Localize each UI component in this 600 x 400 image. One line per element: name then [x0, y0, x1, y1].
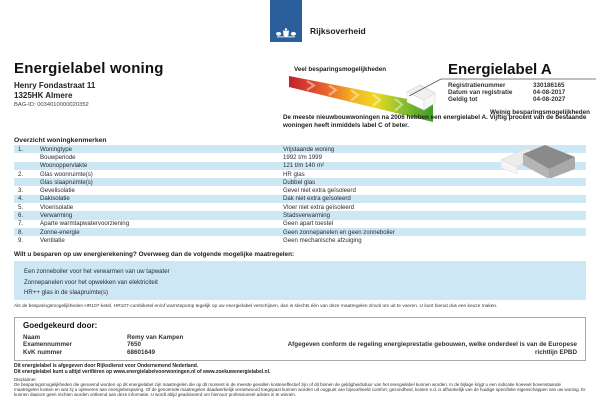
row-label: Verwarming	[40, 212, 73, 220]
row-value: 1992 t/m 1999	[283, 153, 322, 161]
row-number: 5.	[18, 203, 24, 211]
row-value: Stadsverwarming	[283, 212, 331, 220]
row-number: 3.	[18, 187, 24, 195]
approval-heading: Goedgekeurd door:	[23, 321, 98, 330]
row-number: 6.	[18, 212, 24, 220]
issued-by-line: Dit energielabel is afgegeven door Rijksdienst voor Ondernemend Nederland.	[14, 363, 199, 369]
row-label: Gevelisolatie	[40, 187, 75, 195]
conform-note: Afgegeven conform de regeling energieprestatie gebouwen, welke onderdeel is van de Europese richtlijn EPBD	[287, 341, 577, 356]
row-number: 4.	[18, 195, 24, 203]
row-number: 1.	[18, 145, 24, 153]
rijksoverheid-crest-icon	[275, 27, 297, 39]
row-value: Vloer niet extra geïsoleerd	[283, 203, 355, 211]
savings-item: HR++ glas in de slaapruimte(s)	[24, 289, 108, 296]
row-value: Dak niet extra geïsoleerd	[283, 195, 351, 203]
rijksoverheid-logo-ribbon	[270, 0, 302, 42]
scale-bottom-label: Weinig besparingsmogelijkheden	[490, 109, 590, 116]
row-number: 2.	[18, 170, 24, 178]
table-row	[14, 195, 586, 203]
row-value: Gevel niet extra geïsoleerd	[283, 187, 356, 195]
table-row	[14, 211, 586, 219]
row-value: Geen zonnepanelen en geen zonneboiler	[283, 228, 395, 236]
field-label: KvK nummer	[23, 348, 63, 356]
savings-item: Een zonneboiler voor het verwarmen van uw tapwater	[24, 268, 170, 275]
approval-box	[14, 317, 586, 361]
logo-wordmark: Rijksoverheid	[310, 26, 366, 36]
page-title: Energielabel woning	[14, 60, 164, 77]
field-label: Datum van registratie	[448, 89, 513, 97]
scale-top-label: Veel besparingsmogelijkheden	[294, 66, 387, 73]
field-label: Geldig tot	[448, 96, 478, 104]
field-label: Naam	[23, 334, 41, 341]
savings-note: Als de besparingsmogelijkheden HR107-ketel, HR107-combiketel en/of warmtepomp tegelijk op uw energielabel verschijnen, dan is slechts één van deze maatregelen zinvol om uit te voeren. U kunt hieruit dus een keuze maken.	[14, 304, 498, 309]
row-label: Ventilatie	[40, 236, 65, 244]
registration-field-row	[448, 96, 596, 103]
row-value: Geen apart toestel	[283, 220, 334, 228]
row-label: Glas slaapruimte(s)	[40, 178, 93, 186]
field-value: 04-08-2017	[533, 89, 566, 97]
table-row	[14, 220, 586, 228]
row-label: Zonne-energie	[40, 228, 80, 236]
row-value: Dubbel glas	[283, 178, 316, 186]
detached-house-icon	[497, 138, 581, 178]
row-value: Geen mechanische afzuiging	[283, 236, 362, 244]
row-label: Vloerisolatie	[40, 203, 74, 211]
bag-id: BAG-ID: 0034010000020352	[14, 102, 89, 108]
label-note: De meeste nieuwbouwwoningen na 2006 hebben een energielabel A. Vijftig procent van de bestaande woningen heeft inmiddels label C of beter.	[283, 114, 587, 129]
row-number: 9.	[18, 236, 24, 244]
energy-label-grade: Energielabel A	[448, 61, 552, 78]
row-value: HR glas	[283, 170, 305, 178]
field-value: 7650	[127, 341, 142, 349]
field-value: 04-08-2027	[533, 96, 566, 104]
table-row	[14, 236, 586, 244]
field-label: Examennummer	[23, 341, 72, 349]
address-street: Henry Fondastraat 11	[14, 81, 96, 90]
verify-line: Dit energielabel kunt u altijd verifiëren op www.energielabelvoorwoningen.nl of www.zoekuwenergielabel.nl.	[14, 369, 271, 375]
field-value: 330186165	[533, 82, 565, 89]
row-value: Vrijstaande woning	[283, 145, 335, 153]
row-number: 8.	[18, 228, 24, 236]
row-value: 121 t/m 140 m²	[283, 162, 324, 170]
approval-field-row	[23, 341, 263, 348]
field-label: Registratienummer	[448, 82, 506, 89]
savings-box	[14, 261, 586, 300]
disclaimer-text: De besparingsmogelijkheden die genoemd worden op dit energielabel zijn maatregelen die op dit moment in de meeste gevallen kosteneffectief zijn of dit binnen de geldigheidsduur van het energielabel kunnen worden. In de bijlage krijgt u een indicatie hoeveel bovenstaande maatregelen kosten en wat zij u opleveren aan energiebesparing. Of de genoemde maatregelen daadwerkelijk verantwoord toegepast kunnen worden uit oogpunt van bijvoorbeeld comfort, gezondheid, kosten e.d. is afhankelijk van de huidige specifieke eigenschappen van uw woning. Er kunnen daarom geen rechten worden ontleend aan deze informatie. U wordt altijd geadviseerd om hiervoor professioneel advies in te winnen.	[14, 382, 586, 397]
table-row	[14, 203, 586, 211]
row-label: Woningtype	[40, 145, 73, 153]
registration-fields	[448, 82, 596, 104]
row-label: Woonoppervlakte	[40, 162, 88, 170]
row-label: Glas woonruimte(s)	[40, 170, 93, 178]
row-label: Dakisolatie	[40, 195, 70, 203]
field-value: Remy van Kampen	[127, 334, 184, 341]
approval-fields	[23, 334, 263, 356]
approval-field-row	[23, 334, 263, 341]
row-label: Bouwperiode	[40, 153, 76, 161]
table-row	[14, 186, 586, 194]
disclaimer-heading: Disclaimer	[14, 377, 36, 382]
row-number: 7.	[18, 220, 24, 228]
characteristics-heading: Overzicht woningkenmerken	[14, 137, 107, 144]
approval-field-row	[23, 349, 263, 356]
registration-field-row	[448, 89, 596, 96]
row-label: Aparte warmtapwatervoorziening	[40, 220, 130, 228]
field-value: 68601649	[127, 348, 156, 356]
table-row	[14, 228, 586, 236]
address-city: 1325HK Almere	[14, 91, 73, 100]
table-row	[14, 178, 586, 186]
savings-item: Zonnepanelen voor het opwekken van elektriciteit	[24, 278, 158, 286]
savings-heading: Wilt u besparen op uw energierekening? Overweeg dan de volgende mogelijke maatregelen:	[14, 251, 295, 258]
registration-field-row	[448, 82, 596, 89]
